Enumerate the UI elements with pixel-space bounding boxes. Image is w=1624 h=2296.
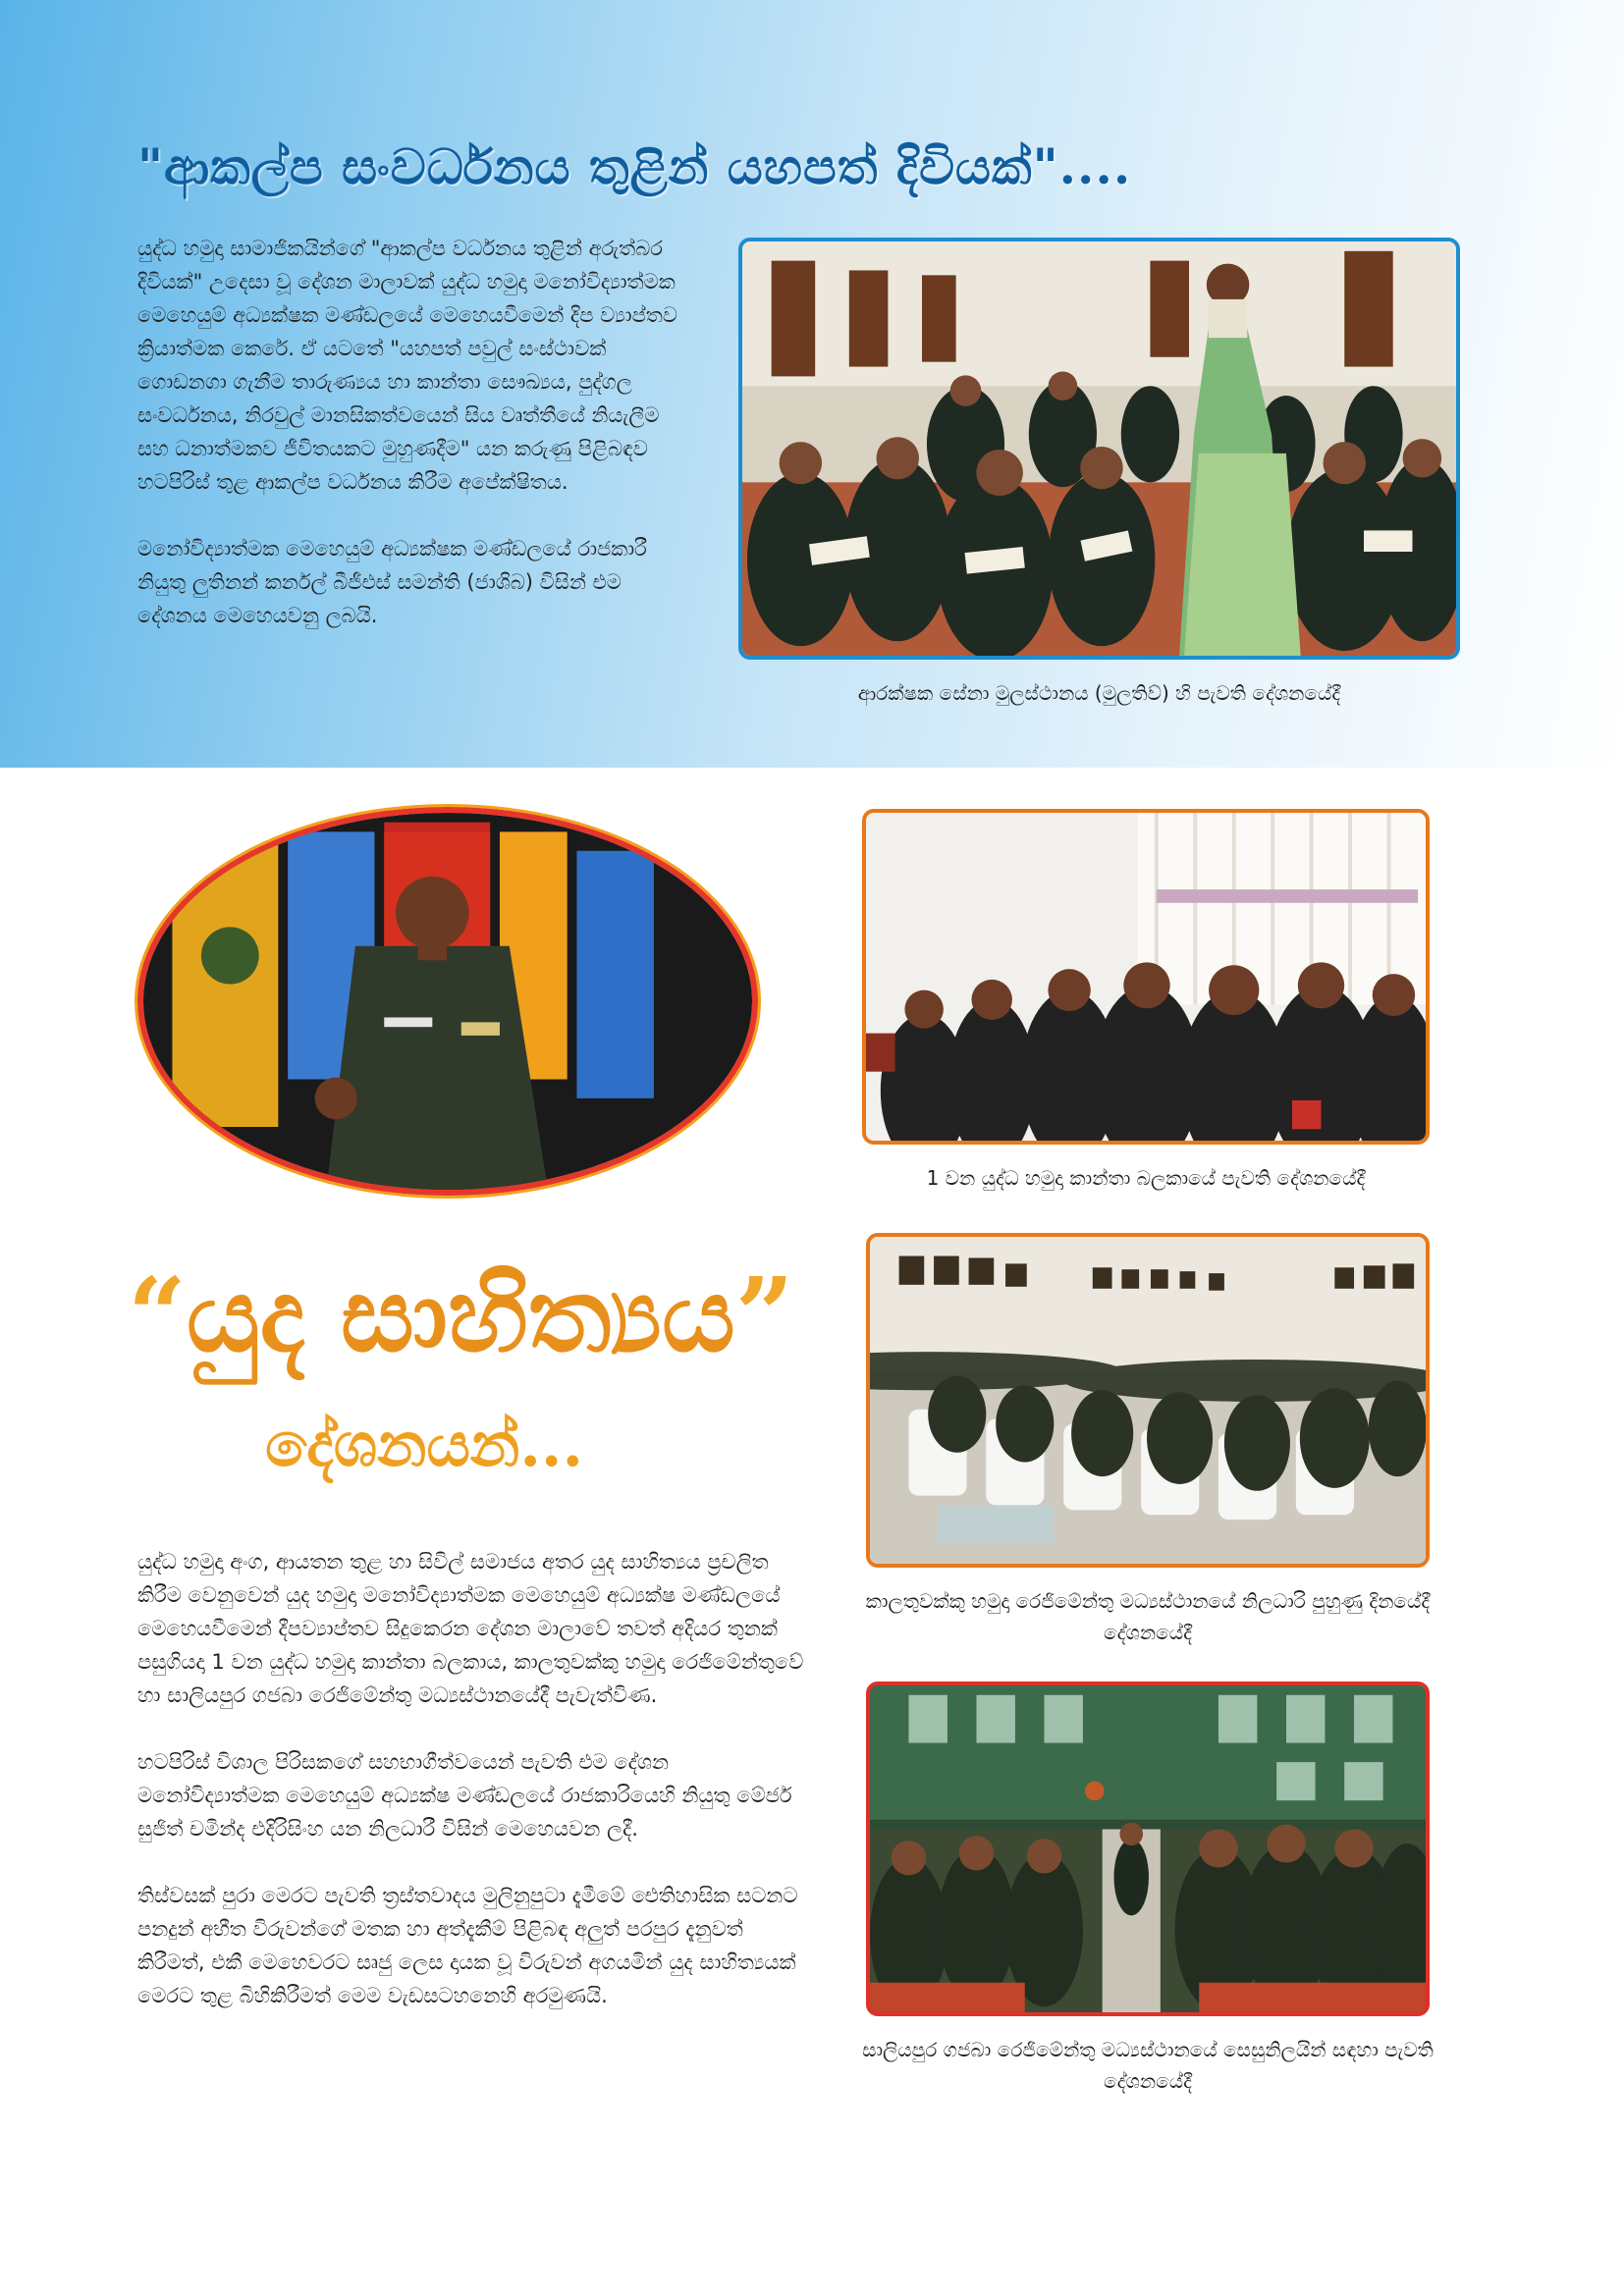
caption-photo-3: කාලතුවක්කු හමුදා රෙජිමේන්තු මධ්‍යස්ථානයේ නිලධාරි පුහුණු දිනයේදී දේශනයේදී bbox=[865, 1589, 1431, 1644]
lecture-photo-artillery-regiment-image bbox=[870, 1237, 1426, 1564]
section2-paragraph-3: තිස්වසක් පුරා මෙරට පැවති ත්‍රස්තවාදය මුලිනුපුටා දැමීමේ ඓතිහාසික සටනට පනදුන් අභීත විරුවන්ගේ මතක හා අත්දැකීම් පිළිබඳ අලුත් පරපුර දැනුවත් කිරීමත්, එකී මෙහෙවරට සෘජු ලෙස දායක වූ විරුවන් අගයමින් යුද සාහිත්‍යයක් මෙරට තුළ බිහිකිරීමත් මෙම වැඩසටහනෙහි අරමුණයි. bbox=[137, 1884, 798, 2007]
section1-paragraph-2: මනෝවිද්‍යාත්මක මෙහෙයුම් අධ්‍යක්ෂක මණ්ඩලයේ රාජකාරී නියුතු ලුතිනන් කර්නල් බීජීඑස් සමන්ති (ජාශිබ) විසින් එම දේශනය මෙහෙයවනු ලබයි. bbox=[137, 537, 647, 627]
speaker-oval-photo-image bbox=[143, 813, 752, 1190]
caption-photo-2: 1 වන යුද්ධ හමුදා කාන්තා බලකායේ පැවති දේශනයේදී bbox=[926, 1166, 1366, 1190]
lecture-photo-womens-corps-image bbox=[866, 813, 1426, 1141]
lecture-photo-artillery-regiment bbox=[866, 1233, 1430, 1568]
section1-paragraph-1: යුද්ධ හමුදා සාමාජිකයින්ගේ "ආකල්ප වර්ධනය තුළින් අරුත්බර දිවියක්" උදෙසා වූ දේශන මාලාවක් යුද්ධ හමුදා මනෝවිද්‍යාත්මක මෙහෙයුම් අධ්‍යක්ෂක මණ්ඩලයේ මෙහෙයවීමෙන් දිප ව්‍යාප්තව ක්‍රියාත්මක කෙරේ. ඒ යටතේ "යහපත් පවුල් සංස්ථාවක් ගොඩනගා ගැනීම තාරුණ්‍යය හා කාන්තා සෞඛ්‍යය, පුද්ගල සංවර්ධනය, නිරවුල් මානසිකත්වයෙන් සිය වෘත්තීයේ නියැලීම සහ ධනාත්මකව ජීවිතයකට මුහුණදීම" යන කරුණු පිළිබඳව හටපිරිස් තුළ ආකල්ප වර්ධනය කිරීම අපේක්ෂිතය. bbox=[137, 237, 677, 494]
section2-main-title-text: යුද සාහිත්‍යය bbox=[186, 1255, 735, 1375]
lecture-photo-gajaba-regiment bbox=[866, 1682, 1430, 2016]
section2-paragraph-1: යුද්ධ හමුදා අංග, ආයතන තුළ හා සිවිල් සමාජය අතර යුද සාහිත්‍යය ප්‍රචලිත කිරීම වෙනුවෙන් යුද හමුදා මනෝවිද්‍යාත්මක මෙහෙයුම් අධ්‍යක්ෂ මණ්ඩලයේ මෙහෙයවීමෙන් දීපව්‍යාප්තව සිදුකෙරන දේශන මාලාවේ තවත් අදියර තුනක් පසුගියදා 1 වන යුද්ධ හමුදා කාන්තා බලකාය, කාලතුවක්කු හමුදා රෙජිමේන්තුවේ හා සාලියපුර ගජබා රෙජිමේන්තු මධ්‍යස්ථානයේදී පැවැත්විණ. bbox=[137, 1550, 804, 1707]
speaker-oval-photo bbox=[137, 807, 758, 1196]
open-quote: “ bbox=[128, 1255, 187, 1375]
lecture-photo-mullaitivu-image bbox=[742, 241, 1456, 656]
section1-body bbox=[137, 232, 687, 666]
section2-body bbox=[137, 1545, 815, 2046]
lecture-photo-mullaitivu bbox=[738, 238, 1460, 660]
caption-photo-1: ආරක්ෂක සේනා මුලස්ථානය (මුලතිව්) හි පැවති දේශනයේදී bbox=[857, 681, 1341, 705]
lecture-photo-gajaba-regiment-image bbox=[870, 1685, 1426, 2012]
section2-sub-title: දේශනයන්... bbox=[265, 1409, 584, 1480]
caption-photo-4: සාලියපුර ගජබා රෙජිමේන්තු මධ්‍යස්ථානයේ සෙසුනිලයින් සඳහා පැවති දේශනයේදී bbox=[862, 2038, 1434, 2093]
lecture-photo-womens-corps bbox=[862, 809, 1430, 1145]
section1-title: "ආකල්ප සංවර්ධනය තුළින් යහපත් දිවියක්".... bbox=[137, 137, 1132, 195]
section2-paragraph-2: හටපිරිස් විශාල පිරිසකගේ සහභාගීත්වයෙන් පැවති එම දේශන මනෝවිද්‍යාත්මක මෙහෙයුම් අධ්‍යක්ෂ මණ්ඩලයේ රාජකාරියෙහි නියුතු මේජර් සුජිත් චමින්ද එදිරිසිංහ යන නිලධාරී විසින් මෙහෙයවන ලදී. bbox=[137, 1750, 792, 1841]
close-quote: ” bbox=[734, 1255, 794, 1375]
section2-main-title bbox=[128, 1255, 794, 1375]
